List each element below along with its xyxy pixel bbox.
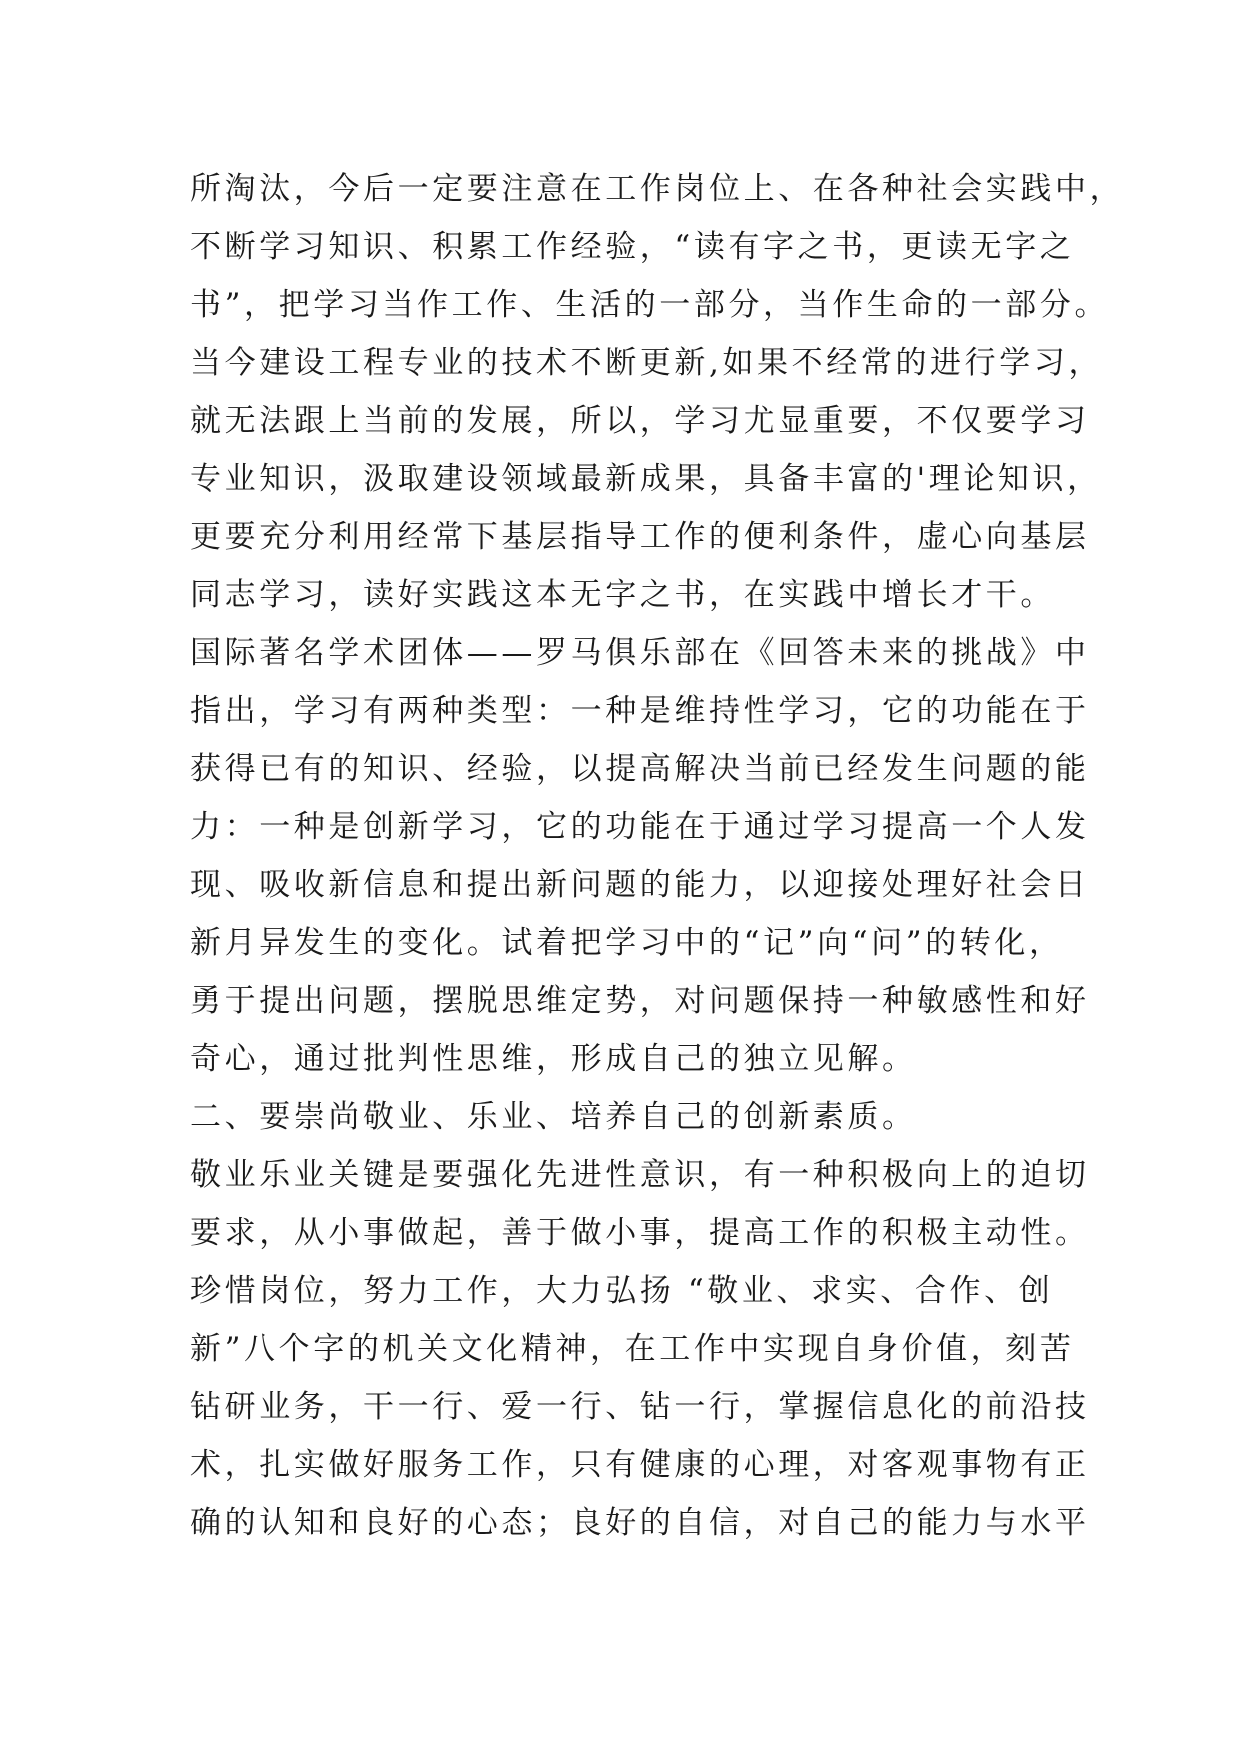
text-line: 所淘汰，今后一定要注意在工作岗位上、在各种社会实践中，: [190, 171, 1125, 207]
text-line: 珍惜岗位，努力工作，大力弘扬 “敬业、求实、合作、创: [190, 1273, 1054, 1309]
text-line: 指出，学习有两种类型：一种是维持性学习，它的功能在于: [190, 693, 1090, 729]
text-line: 更要充分利用经常下基层指导工作的便利条件，虚心向基层: [190, 519, 1090, 555]
text-line: 当今建设工程专业的技术不断更新,如果不经常的进行学习，: [190, 345, 1104, 381]
body-text: [190, 160, 1125, 1552]
text-line: 新月异发生的变化。试着把学习中的“记”向“问”的转化，: [190, 925, 1064, 961]
text-line: 专业知识，汲取建设领域最新成果，具备丰富的'理论知识，: [190, 461, 1102, 497]
text-line: 不断学习知识、积累工作经验，“读有字之书，更读无字之: [190, 229, 1075, 265]
section-heading: 二、要崇尚敬业、乐业、培养自己的创新素质。: [190, 1099, 917, 1135]
text-line: 奇心，通过批判性思维，形成自己的独立见解。: [190, 1041, 917, 1077]
text-line: 敬业乐业关键是要强化先进性意识，有一种积极向上的迫切: [190, 1157, 1090, 1193]
text-line: 术，扎实做好服务工作，只有健康的心理，对客观事物有正: [190, 1447, 1090, 1483]
text-line: 勇于提出问题，摆脱思维定势，对问题保持一种敏感性和好: [190, 983, 1090, 1019]
text-line: 书”，把学习当作工作、生活的一部分，当作生命的一部分。: [190, 287, 1110, 323]
text-line: 就无法跟上当前的发展，所以，学习尤显重要，不仅要学习: [190, 403, 1090, 439]
text-line: 要求，从小事做起，善于做小事，提高工作的积极主动性。: [190, 1215, 1090, 1251]
text-line: 获得已有的知识、经验，以提高解决当前已经发生问题的能: [190, 751, 1090, 787]
text-line: 确的认知和良好的心态；良好的自信，对自己的能力与水平: [190, 1505, 1090, 1541]
text-line: 新”八个字的机关文化精神，在工作中实现自身价值，刻苦: [190, 1331, 1075, 1367]
text-line: 钻研业务，干一行、爱一行、钻一行，掌握信息化的前沿技: [190, 1389, 1090, 1425]
text-line: 现、吸收新信息和提出新问题的能力，以迎接处理好社会日: [190, 867, 1090, 903]
text-line: 国际著名学术团体——罗马俱乐部在《回答未来的挑战》中: [190, 635, 1090, 671]
text-line: 力：一种是创新学习，它的功能在于通过学习提高一个人发: [190, 809, 1090, 845]
text-line: 同志学习，读好实践这本无字之书，在实践中增长才干。: [190, 577, 1055, 613]
